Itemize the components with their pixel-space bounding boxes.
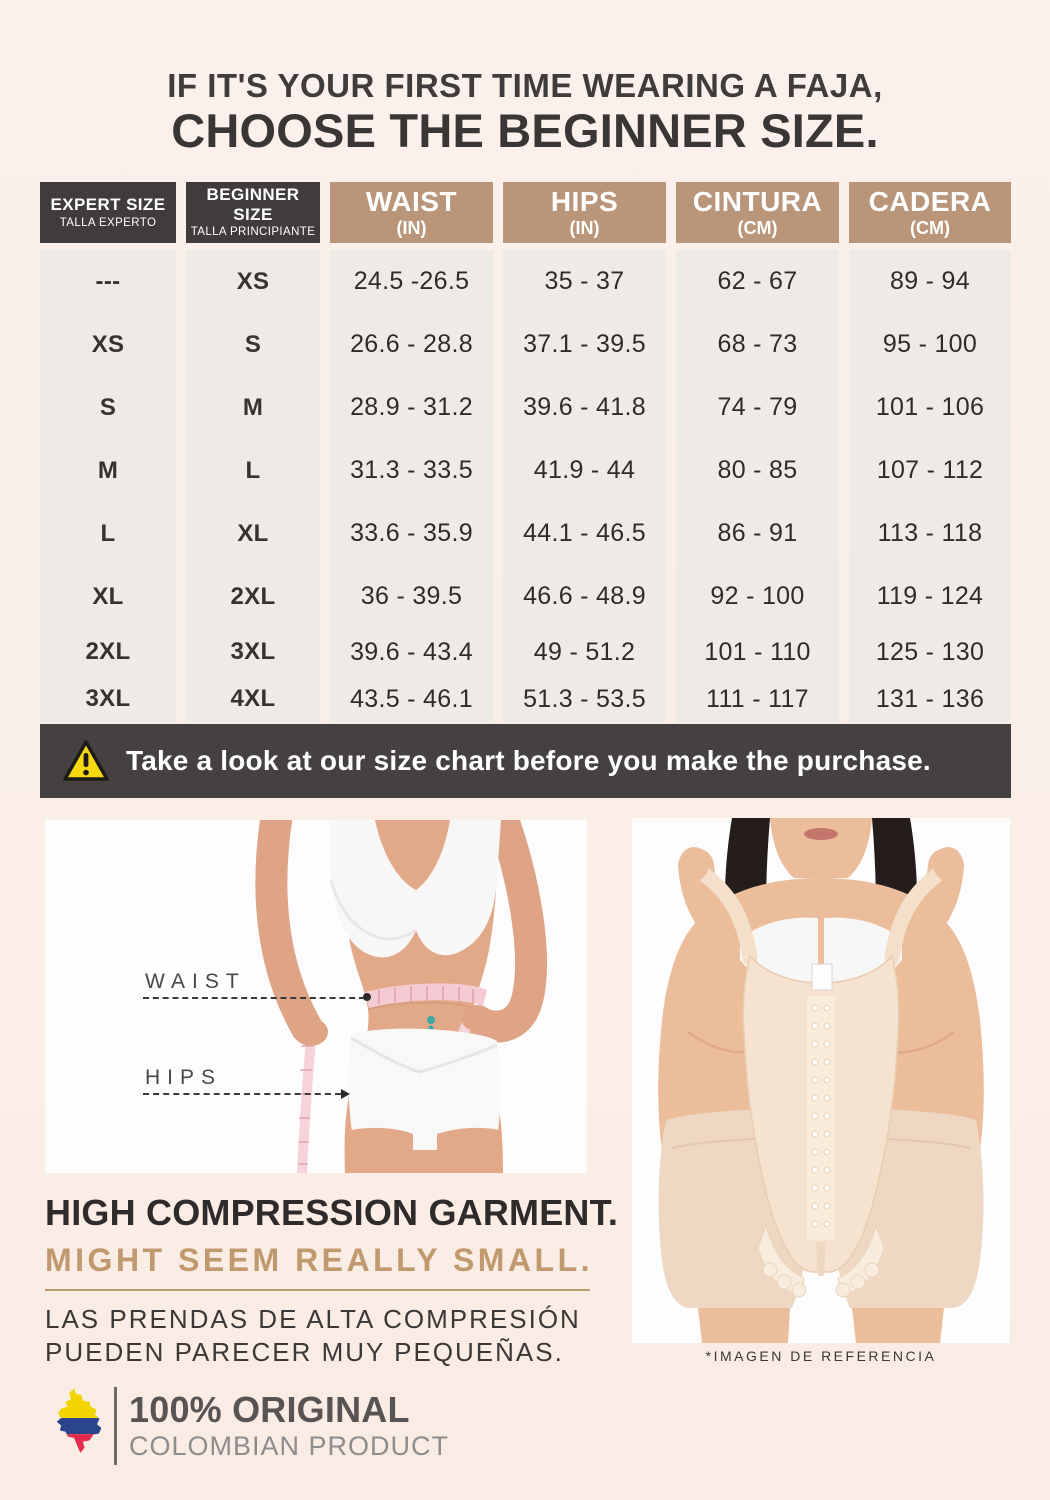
header-label: EXPERT SIZE — [50, 195, 166, 215]
compression-note-es-2: PUEDEN PARECER MUY PEQUEÑAS. — [45, 1336, 564, 1367]
size-cell-cintura_cm-row8: 111 - 117 — [676, 676, 839, 722]
size-cell-waist_in-row4: 31.3 - 33.5 — [330, 439, 493, 502]
reference-photo-illustration — [632, 818, 1010, 1343]
size-cell-hips_in-row8: 51.3 - 53.5 — [503, 676, 666, 722]
size-cell-cintura_cm-row3: 74 - 79 — [676, 376, 839, 439]
waist-label: WAIST — [145, 970, 246, 993]
header-label: BEGINNER SIZE — [206, 185, 300, 224]
warning-banner — [40, 724, 1011, 798]
size-cell-cadera_cm-row7: 125 - 130 — [849, 628, 1011, 676]
size-cell-beginner-row7: 3XL — [186, 628, 320, 676]
size-cell-beginner-row4: L — [186, 439, 320, 502]
reference-photo — [632, 818, 1010, 1343]
compression-note-es-1: LAS PRENDAS DE ALTA COMPRESIÓN — [45, 1304, 581, 1334]
header-sublabel: (IN) — [396, 218, 427, 239]
size-cell-cadera_cm-row8: 131 - 136 — [849, 676, 1011, 722]
size-cell-beginner-row6: 2XL — [186, 565, 320, 628]
size-table-body — [40, 250, 1011, 722]
size-cell-cintura_cm-row2: 68 - 73 — [676, 313, 839, 376]
header-cell-cadera-cm — [849, 182, 1011, 243]
size-cell-waist_in-row7: 39.6 - 43.4 — [330, 628, 493, 676]
measurement-photo — [45, 820, 587, 1173]
size-cell-hips_in-row7: 49 - 51.2 — [503, 628, 666, 676]
size-cell-beginner-row3: M — [186, 376, 320, 439]
size-table-header — [40, 182, 1011, 243]
size-cell-waist_in-row1: 24.5 -26.5 — [330, 250, 493, 313]
header-sublabel: (CM) — [737, 218, 778, 239]
waist-leader-line — [143, 997, 365, 999]
size-cell-expert-row5: L — [40, 502, 176, 565]
compression-note-en-1: HIGH COMPRESSION GARMENT. — [45, 1192, 619, 1233]
header-sublabel: TALLA PRINCIPIANTE — [190, 226, 316, 239]
origin-badge — [40, 1385, 449, 1466]
size-cell-cadera_cm-row4: 107 - 112 — [849, 439, 1011, 502]
size-cell-beginner-row8: 4XL — [186, 676, 320, 722]
header-label: HIPS — [550, 186, 619, 218]
size-cell-beginner-row2: S — [186, 313, 320, 376]
origin-line-1: 100% ORIGINAL — [129, 1388, 410, 1430]
size-cell-cadera_cm-row6: 119 - 124 — [849, 565, 1011, 628]
size-cell-cintura_cm-row1: 62 - 67 — [676, 250, 839, 313]
size-cell-beginner-row5: XL — [186, 502, 320, 565]
badge-divider — [114, 1387, 117, 1465]
header-sublabel: (CM) — [910, 218, 950, 239]
header-cell-waist-in — [330, 182, 493, 243]
size-cell-hips_in-row6: 46.6 - 48.9 — [503, 565, 666, 628]
compression-note — [45, 1192, 619, 1368]
origin-line-2: COLOMBIAN PRODUCT — [129, 1430, 450, 1461]
size-cell-cadera_cm-row3: 101 - 106 — [849, 376, 1011, 439]
warning-text: Take a look at our size chart before you make the purchase. — [126, 745, 931, 776]
size-cell-cadera_cm-row5: 113 - 118 — [849, 502, 1011, 565]
header-cell-expert-size — [40, 182, 176, 243]
size-cell-cadera_cm-row2: 95 - 100 — [849, 313, 1011, 376]
header-label: WAIST — [365, 186, 458, 218]
hips-pointer-arrow — [341, 1089, 350, 1099]
size-cell-expert-row2: XS — [40, 313, 176, 376]
title-line-1: IF IT'S YOUR FIRST TIME WEARING A FAJA, — [167, 67, 883, 104]
header-cell-hips-in — [503, 182, 666, 243]
hips-leader-line — [143, 1093, 341, 1095]
colombia-map-icon — [40, 1385, 102, 1466]
waist-pointer-dot — [363, 993, 371, 1001]
header-label: CADERA — [868, 186, 992, 218]
header-sublabel: TALLA EXPERTO — [59, 216, 157, 229]
size-cell-waist_in-row6: 36 - 39.5 — [330, 565, 493, 628]
page-title — [0, 68, 1050, 158]
size-cell-cintura_cm-row7: 101 - 110 — [676, 628, 839, 676]
header-cell-cintura-cm — [676, 182, 839, 243]
header-sublabel: (IN) — [569, 218, 600, 239]
size-cell-expert-row1: --- — [40, 250, 176, 313]
size-cell-hips_in-row4: 41.9 - 44 — [503, 439, 666, 502]
title-line-2: CHOOSE THE BEGINNER SIZE. — [171, 103, 879, 157]
size-table — [40, 182, 1011, 722]
size-cell-expert-row6: XL — [40, 565, 176, 628]
size-cell-beginner-row1: XS — [186, 250, 320, 313]
header-cell-beginner-size — [186, 182, 320, 243]
size-cell-waist_in-row2: 26.6 - 28.8 — [330, 313, 493, 376]
size-cell-expert-row8: 3XL — [40, 676, 176, 722]
size-cell-hips_in-row1: 35 - 37 — [503, 250, 666, 313]
header-label: CINTURA — [692, 186, 823, 218]
size-cell-waist_in-row3: 28.9 - 31.2 — [330, 376, 493, 439]
note-divider — [45, 1289, 590, 1291]
size-cell-waist_in-row8: 43.5 - 46.1 — [330, 676, 493, 722]
compression-note-en-2: MIGHT SEEM REALLY SMALL. — [45, 1242, 594, 1278]
size-cell-expert-row7: 2XL — [40, 628, 176, 676]
size-cell-cintura_cm-row5: 86 - 91 — [676, 502, 839, 565]
size-cell-hips_in-row2: 37.1 - 39.5 — [503, 313, 666, 376]
hips-label: HIPS — [145, 1066, 223, 1089]
size-cell-cintura_cm-row4: 80 - 85 — [676, 439, 839, 502]
reference-caption: *IMAGEN DE REFERENCIA — [705, 1348, 937, 1364]
warning-triangle-icon — [62, 739, 110, 783]
size-cell-cintura_cm-row6: 92 - 100 — [676, 565, 839, 628]
size-cell-hips_in-row3: 39.6 - 41.8 — [503, 376, 666, 439]
size-cell-cadera_cm-row1: 89 - 94 — [849, 250, 1011, 313]
size-cell-expert-row3: S — [40, 376, 176, 439]
size-cell-hips_in-row5: 44.1 - 46.5 — [503, 502, 666, 565]
size-cell-waist_in-row5: 33.6 - 35.9 — [330, 502, 493, 565]
size-cell-expert-row4: M — [40, 439, 176, 502]
